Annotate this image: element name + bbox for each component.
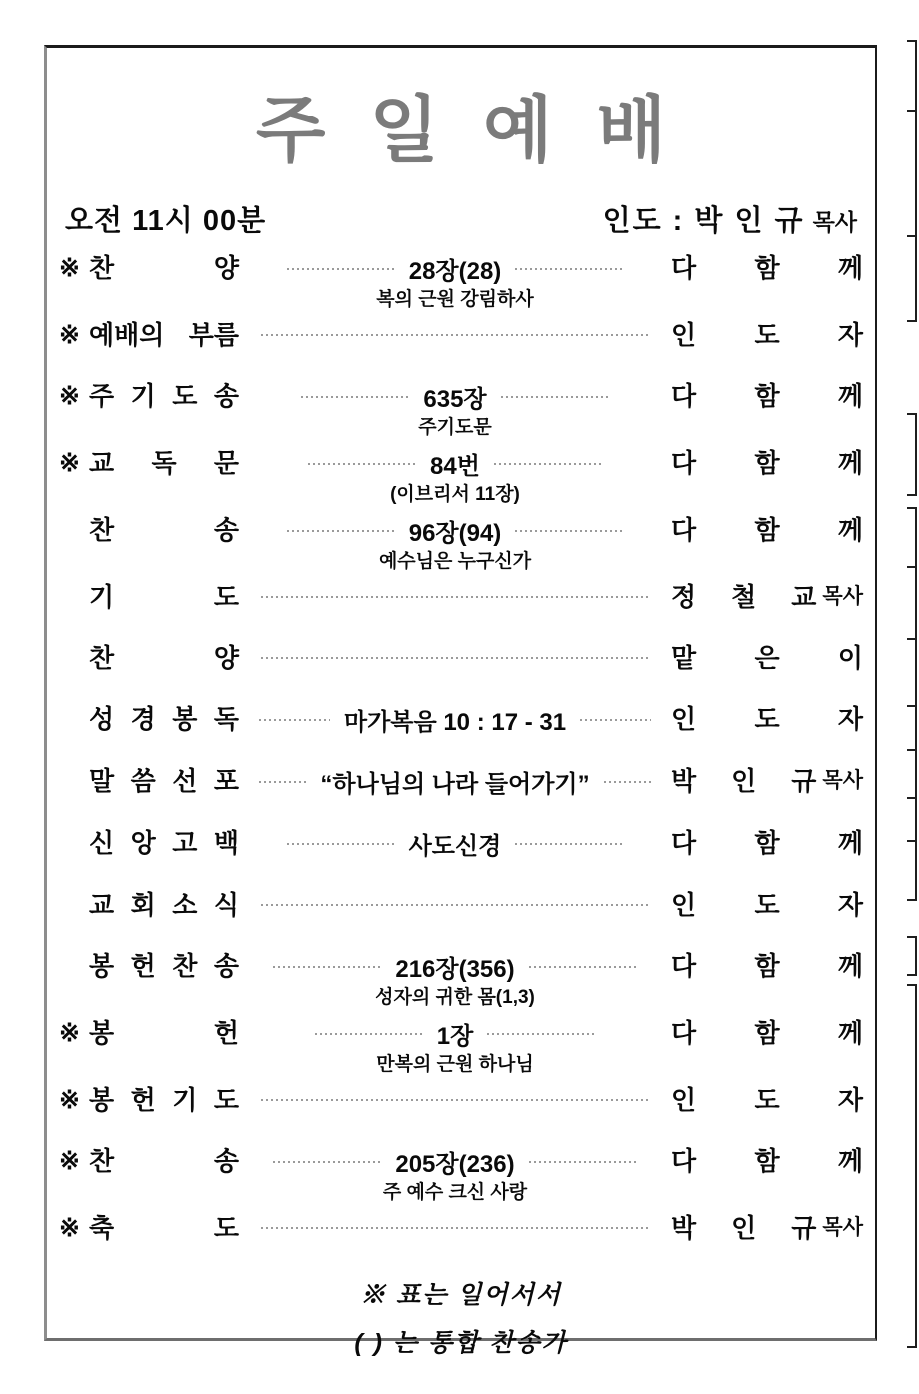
order-item-label: 찬 양 (89, 643, 239, 673)
row-middle (239, 513, 671, 576)
performer-name: 박 인 규 (671, 1213, 817, 1243)
leader-line (261, 657, 649, 659)
row-middle (239, 1211, 671, 1245)
order-row (59, 826, 863, 861)
adjacent-page-rule (907, 840, 917, 842)
leader-line (301, 396, 409, 398)
adjacent-page-rule (907, 566, 917, 568)
order-item-label: 신 앙 고 백 (89, 828, 239, 858)
standing-star-marker: ※ (59, 321, 80, 349)
service-header (65, 198, 857, 239)
row-middle-line (245, 1211, 665, 1245)
order-row (59, 1211, 863, 1245)
item-detail: 1장 (436, 1023, 474, 1050)
performer (671, 318, 863, 352)
order-row (59, 318, 863, 352)
order-row (59, 1016, 863, 1079)
item-subtitle: 주기도문 (418, 417, 492, 438)
adjacent-page-rule (907, 320, 917, 322)
row-middle (239, 580, 671, 614)
legend (59, 1275, 863, 1359)
order-row (59, 580, 863, 614)
service-leader-title: 목사 (812, 209, 857, 235)
performer (671, 764, 863, 798)
row-middle-line (245, 580, 665, 614)
performer-name: 다 함 께 (671, 828, 863, 858)
order-item-label: 봉 헌 기 도 (89, 1085, 239, 1115)
leader-line (515, 843, 623, 845)
row-middle (239, 1144, 671, 1207)
performer-name: 다 함 께 (671, 515, 863, 545)
adjacent-page-rule (907, 494, 917, 496)
performer (671, 949, 863, 983)
order-row (59, 379, 863, 442)
performer-name: 맡 은 이 (671, 643, 863, 673)
order-row (59, 888, 863, 922)
adjacent-page-rule (907, 749, 917, 751)
performer-name: 박 인 규 (671, 766, 817, 796)
order-item-label: 교 독 문 (89, 448, 239, 478)
leader-line (273, 966, 381, 968)
order-row (59, 513, 863, 576)
item-detail: 마가복음 10 : 17 - 31 (343, 709, 567, 736)
performer-name: 정 철 교 (671, 582, 817, 612)
row-middle-line (245, 318, 665, 352)
order-row (59, 1144, 863, 1207)
order-item-label: 봉 헌 (89, 1018, 239, 1048)
leader-line (261, 596, 649, 598)
leader-line (487, 1033, 595, 1035)
row-middle (239, 379, 671, 442)
adjacent-page-rule (907, 936, 917, 938)
leader-line (261, 1099, 649, 1101)
performer (671, 702, 863, 736)
performer-name: 인 도 자 (671, 890, 863, 920)
order-item-label: 기 도 (89, 582, 239, 612)
row-middle (239, 949, 671, 1012)
row-middle-line (245, 826, 665, 861)
performer (671, 888, 863, 922)
order-row (59, 764, 863, 799)
item-subtitle: 복의 근원 강림하사 (376, 289, 534, 310)
row-middle (239, 888, 671, 922)
adjacent-page-rule (907, 1346, 917, 1348)
standing-star-marker: ※ (59, 1086, 80, 1114)
service-time: 오전 11시 00분 (65, 205, 267, 237)
item-detail: 635장 (423, 386, 487, 413)
performer (671, 580, 863, 614)
row-middle-line (245, 1016, 665, 1051)
item-detail: “하나님의 나라 들어가기” (320, 771, 590, 798)
order-row (59, 251, 863, 314)
adjacent-page-rule (907, 899, 917, 901)
row-middle-line (245, 888, 665, 922)
leader-line (501, 396, 609, 398)
performer (671, 1083, 863, 1117)
bulletin-sheet (44, 45, 877, 1357)
row-middle-line (245, 379, 665, 414)
performer (671, 1211, 863, 1245)
leader-line (259, 781, 306, 783)
leader-line (529, 1161, 637, 1163)
service-leader-name: 인도 : 박 인 규 (602, 205, 805, 237)
order-item-label: 찬 송 (89, 515, 239, 545)
adjacent-page-rule (907, 705, 917, 707)
order-item-label: 찬 양 (89, 253, 239, 283)
leader-line (315, 1033, 423, 1035)
page-title: 주 일 예 배 (255, 91, 679, 171)
adjacent-page-border (915, 40, 917, 322)
leader-line (604, 781, 651, 783)
row-middle (239, 251, 671, 314)
adjacent-page-rule (907, 413, 917, 415)
order-item-label: 교 회 소 식 (89, 890, 239, 920)
leader-line (259, 719, 330, 721)
item-subtitle: 만복의 근원 하나님 (376, 1054, 534, 1075)
adjacent-page-rule (907, 984, 917, 986)
standing-star-marker: ※ (59, 382, 80, 410)
order-item-label: 말 씀 선 포 (89, 766, 239, 796)
item-detail: 205장(236) (395, 1151, 515, 1178)
service-leader (603, 198, 857, 239)
leader-line (261, 334, 649, 336)
performer-name: 다 함 께 (671, 253, 863, 283)
leader-line (261, 1227, 649, 1229)
row-middle-line (245, 251, 665, 286)
adjacent-page-rule (907, 40, 917, 42)
leader-line (273, 1161, 381, 1163)
leader-line (515, 530, 623, 532)
row-middle (239, 702, 671, 737)
standing-star-marker: ※ (59, 1019, 80, 1047)
leader-line (287, 843, 395, 845)
performer-title: 목사 (822, 1216, 863, 1239)
item-detail: 사도신경 (408, 833, 502, 860)
performer (671, 1016, 863, 1050)
row-middle-line (245, 1083, 665, 1117)
standing-star-marker: ※ (59, 1214, 80, 1242)
order-item-label: 예배의 부름 (89, 320, 239, 350)
row-middle (239, 1083, 671, 1117)
row-middle-line (245, 764, 665, 799)
performer-name: 다 함 께 (671, 1146, 863, 1176)
adjacent-page-rule (907, 235, 917, 237)
item-detail: 84번 (430, 453, 480, 480)
adjacent-page-rule (907, 507, 917, 509)
order-row (59, 1083, 863, 1117)
order-item-label: 주 기 도 송 (89, 381, 239, 411)
row-middle-line (245, 641, 665, 675)
performer-name: 인 도 자 (671, 704, 863, 734)
order-item-label: 성 경 봉 독 (89, 704, 239, 734)
adjacent-page-border (915, 413, 917, 496)
adjacent-page-border (915, 984, 917, 1348)
item-subtitle: 주 예수 크신 사랑 (382, 1182, 528, 1203)
item-detail: 28장(28) (408, 258, 502, 285)
leader-line (515, 268, 623, 270)
row-middle (239, 641, 671, 675)
order-row (59, 446, 863, 509)
order-item-label: 봉 헌 찬 송 (89, 951, 239, 981)
order-item-label: 축 도 (89, 1213, 239, 1243)
row-middle (239, 446, 671, 509)
row-middle (239, 826, 671, 861)
adjacent-page-rule (907, 797, 917, 799)
item-subtitle: 성자의 귀한 몸(1,3) (375, 987, 535, 1008)
row-middle-line (245, 702, 665, 737)
performer-name: 다 함 께 (671, 381, 863, 411)
performer-title: 목사 (822, 769, 863, 792)
performer-name: 인 도 자 (671, 320, 863, 350)
performer (671, 1144, 863, 1178)
row-middle (239, 318, 671, 352)
adjacent-page-border (915, 936, 917, 976)
row-middle (239, 764, 671, 799)
performer (671, 826, 863, 860)
leader-line (494, 463, 602, 465)
performer (671, 379, 863, 413)
row-middle-line (245, 1144, 665, 1179)
performer (671, 251, 863, 285)
leader-line (287, 268, 395, 270)
legend-standing-note: ※ 표는 일어서서 (360, 1281, 562, 1309)
adjacent-page-rule (907, 110, 917, 112)
legend-hymnal-note: ( ) 는 통합 찬송가 (354, 1329, 568, 1357)
performer-name: 다 함 께 (671, 1018, 863, 1048)
item-detail: 96장(94) (408, 520, 502, 547)
item-subtitle: 예수님은 누구신가 (378, 551, 532, 572)
performer (671, 641, 863, 675)
performer-name: 인 도 자 (671, 1085, 863, 1115)
item-subtitle: (이브리서 11장) (390, 484, 520, 505)
row-middle-line (245, 446, 665, 481)
leader-line (529, 966, 637, 968)
adjacent-page-rule (907, 974, 917, 976)
row-middle (239, 1016, 671, 1079)
order-row (59, 949, 863, 1012)
order-row (59, 641, 863, 675)
performer-title: 목사 (822, 585, 863, 608)
order-item-label: 찬 송 (89, 1146, 239, 1176)
row-middle-line (245, 949, 665, 984)
standing-star-marker: ※ (59, 449, 80, 477)
standing-star-marker: ※ (59, 254, 80, 282)
performer-name: 다 함 께 (671, 951, 863, 981)
standing-star-marker: ※ (59, 1147, 80, 1175)
performer-name: 다 함 께 (671, 448, 863, 478)
leader-line (308, 463, 416, 465)
leader-line (580, 719, 651, 721)
performer (671, 513, 863, 547)
item-detail: 216장(356) (395, 956, 515, 983)
leader-line (261, 904, 649, 906)
leader-line (287, 530, 395, 532)
performer (671, 446, 863, 480)
order-list (59, 251, 863, 1245)
row-middle-line (245, 513, 665, 548)
adjacent-page-rule (907, 638, 917, 640)
order-row (59, 702, 863, 737)
